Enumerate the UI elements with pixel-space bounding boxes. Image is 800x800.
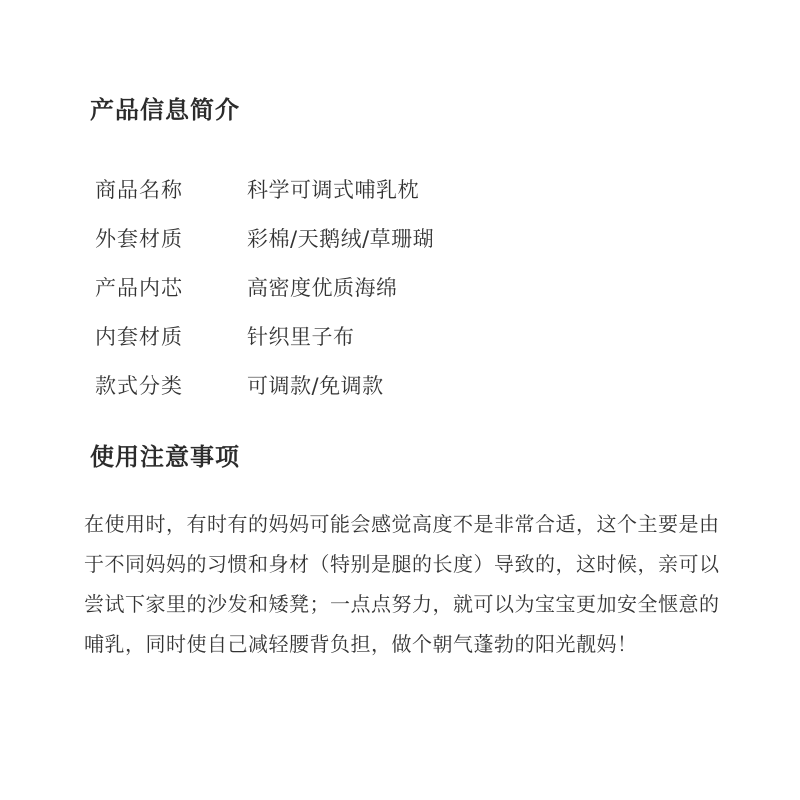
spec-value: 可调款/免调款: [247, 373, 384, 398]
spec-label: 款式分类: [95, 373, 183, 398]
spec-row-inner-material: [95, 311, 715, 360]
spec-label: 内套材质: [95, 324, 183, 349]
product-info-title: 产品信息简介: [90, 96, 240, 124]
spec-row-product-name: [95, 164, 715, 213]
spec-value: 针织里子布: [247, 324, 355, 349]
spec-value: 高密度优质海绵: [247, 275, 398, 300]
spec-row-core: [95, 262, 715, 311]
product-spec-table: [95, 164, 715, 409]
spec-value: 科学可调式哺乳枕: [247, 177, 419, 202]
spec-label: 外套材质: [95, 226, 183, 251]
usage-notes-body: 在使用时，有时有的妈妈可能会感觉高度不是非常合适，这个主要是由于不同妈妈的习惯和身材（特别是腿的长度）导致的，这时候，亲可以尝试下家里的沙发和矮凳；一点点努力，就可以为宝宝更加安全惬意的哺乳，同时使自己减轻腰背负担，做个朝气蓬勃的阳光靓妈！: [84, 512, 720, 656]
spec-label: 商品名称: [95, 177, 183, 202]
spec-value: 彩棉/天鹅绒/草珊瑚: [247, 226, 435, 251]
usage-notes-title: 使用注意事项: [90, 443, 240, 471]
spec-label: 产品内芯: [95, 275, 183, 300]
spec-row-cover-material: [95, 213, 715, 262]
spec-row-style: [95, 360, 715, 409]
